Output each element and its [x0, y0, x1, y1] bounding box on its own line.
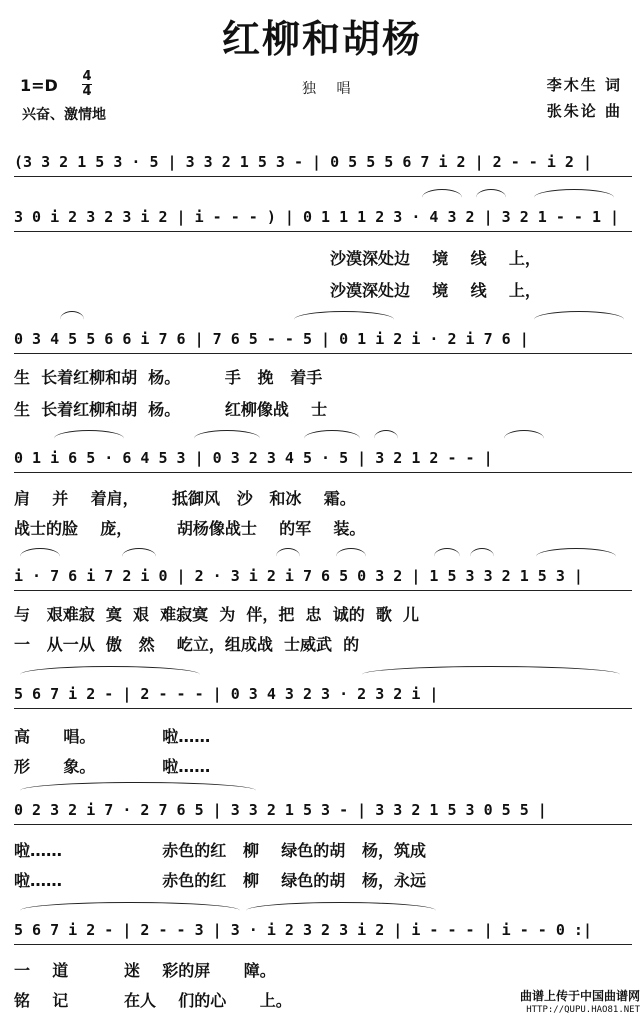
- watermark-url: HTTP://QUPU.HAO81.NET: [526, 1005, 640, 1015]
- score-row: [14, 680, 632, 708]
- performance-mode: 独 唱: [302, 81, 359, 97]
- lyric-line-verse-2: 形 象。 啦……: [14, 757, 211, 776]
- notation-line: 3 0 i 2 3 2 3 i 2 | i - - - ) | 0 1 1 1 2 3 · 4 3 2 | 3 2 1 - - 1 |: [14, 203, 632, 232]
- score-row: [14, 562, 632, 590]
- notation-line: 0 2 3 2 i 7 · 2 7 6 5 | 3 3 2 1 5 3 - | 3 3 2 1 5 3 0 5 5 |: [14, 796, 632, 825]
- meter-bottom: 4: [82, 84, 92, 99]
- watermark: [520, 989, 640, 1017]
- lyric-line-verse-2: 生 长着红柳和胡 杨。 红柳像战 士: [14, 400, 328, 419]
- score-row: [14, 796, 632, 824]
- notation-line: 0 1 i 6 5 · 6 4 5 3 | 0 3 2 3 4 5 · 5 | 3 2 1 2 - - |: [14, 444, 632, 473]
- lyric-line-verse-1: 沙漠深处边 境 线 上，: [330, 249, 541, 268]
- tempo-marking: 兴奋、激情地: [22, 107, 106, 123]
- meter-top: 4: [82, 69, 92, 84]
- lyric-line-verse-2: 铭 记 在人 们的心 上。: [14, 991, 292, 1010]
- lyric-line-verse-1: 生 长着红柳和胡 杨。 手 挽 着手: [14, 368, 323, 387]
- notation-line: 5 6 7 i 2 - | 2 - - 3 | 3 · i 2 3 2 3 i 2 | i - - - | i - - 0 :|: [14, 916, 632, 945]
- song-title: 红柳和胡杨: [221, 17, 422, 61]
- lyric-line-verse-1: 高 唱。 啦……: [14, 727, 211, 746]
- score-row: [14, 916, 632, 944]
- key-signature: 1=D: [20, 76, 58, 95]
- score-row: [14, 203, 632, 231]
- notation-line: 0 3 4 5 5 6 6 i 7 6 | 7 6 5 - - 5 | 0 1 i 2 i · 2 i 7 6 |: [14, 325, 632, 354]
- lyric-line-verse-1: 啦…… 赤色的红 柳 绿色的胡 杨，筑成: [14, 841, 426, 860]
- composer-credit: 张朱论 曲: [546, 102, 622, 120]
- notation-line: 5 6 7 i 2 - | 2 - - - | 0 3 4 3 2 3 · 2 3 2 i |: [14, 680, 632, 709]
- lyric-line-verse-2: 沙漠深处边 境 线 上，: [330, 281, 541, 300]
- lyric-line-verse-2: 一 从一从 傲 然 屹立，组成战 士威武 的: [14, 635, 360, 654]
- time-signature: [82, 70, 92, 99]
- lyric-line-verse-1: 肩 并 着肩， 抵御风 沙 和冰 霜。: [14, 489, 356, 508]
- score-row: [14, 444, 632, 472]
- watermark-text: 曲谱上传于中国曲谱网: [519, 989, 640, 1003]
- lyric-line-verse-1: 一 道 迷 彩的屏 障。: [14, 961, 276, 980]
- lyric-line-verse-2: 战士的脸 庞， 胡杨像战士 的军 装。: [14, 519, 366, 538]
- score-row: [14, 325, 632, 353]
- lyric-line-verse-1: 与 艰难寂 寞 艰 难寂寞 为 伴，把 忠 诚的 歌 儿: [14, 605, 419, 624]
- lyric-line-verse-2: 啦…… 赤色的红 柳 绿色的胡 杨，永远: [14, 871, 426, 890]
- score-row: [14, 148, 632, 176]
- notation-line: i · 7 6 i 7 2 i 0 | 2 · 3 i 2 i 7 6 5 0 3 2 | 1 5 3 3 2 1 5 3 |: [14, 562, 632, 591]
- notation-line: (3 3 2 1 5 3 · 5 | 3 3 2 1 5 3 - | 0 5 5 5 6 7 i 2 | 2 - - i 2 |: [14, 148, 632, 177]
- lyricist-credit: 李木生 词: [546, 76, 622, 94]
